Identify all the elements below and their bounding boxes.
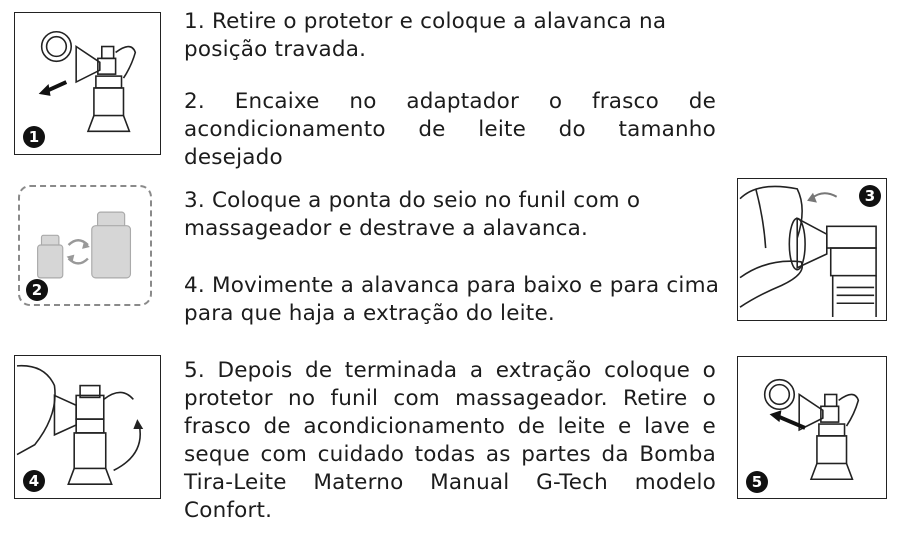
figure-3-breast-in-funnel [737, 178, 887, 321]
figure-4-pump-lever [14, 355, 161, 499]
step-badge-2: 2 [26, 279, 48, 301]
figure-1-remove-protector [14, 12, 161, 155]
step-badge-1: 1 [23, 126, 45, 148]
step-3-text: 3. Coloque a ponta do seio no funil com o massageador e destrave a alavanca. [184, 188, 641, 241]
step-badge-4: 4 [23, 470, 45, 492]
step-4-text: 4. Movimente a alavanca para baixo e para cima para que haja a extração do leite. [184, 273, 720, 326]
step-badge-3: 3 [859, 185, 881, 207]
step-2-text: 2. Encaixe no adaptador o frasco de acondicionamento de leite do tamanho desejado [184, 89, 716, 170]
figure-2-bottle-swap [18, 185, 152, 306]
figure-5-replace-protector [737, 356, 887, 499]
step-1-text: 1. Retire o protetor e coloque a alavanca na posição travada. [184, 9, 667, 62]
step-5-text: 5. Depois de terminada a extração coloque o protetor no funil com massageador. Retire o frasco de acondicionamento de leite e lave e seque com cuidado todas as partes da Bomba Tira-Leite Materno Manual G-Tech modelo Confort. [184, 358, 716, 523]
step-badge-5: 5 [746, 471, 768, 493]
